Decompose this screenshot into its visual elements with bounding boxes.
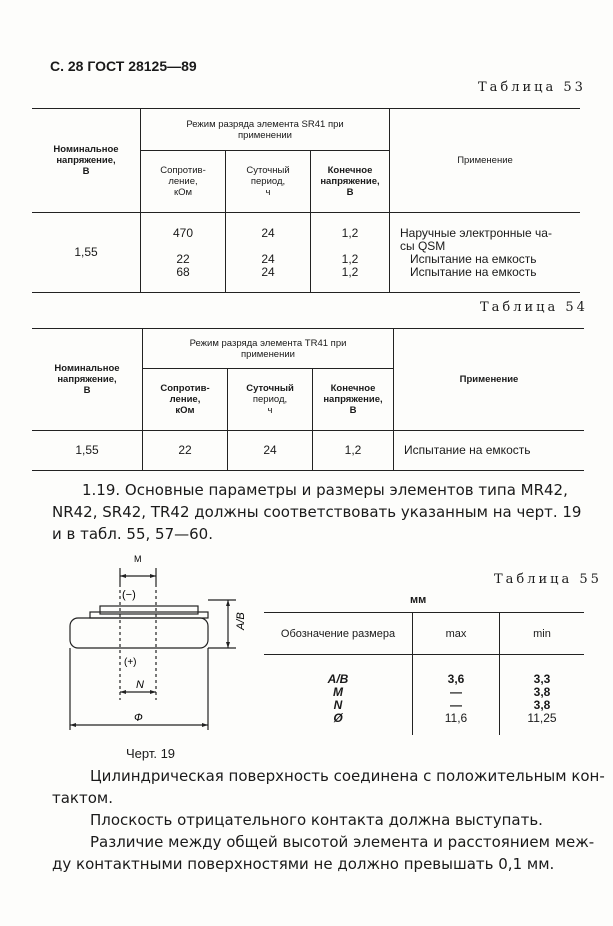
- paragraph-119-line3: и в табл. 55, 57—60.: [52, 525, 213, 543]
- table55-col-max: max: [413, 613, 500, 655]
- table55-col-name: Обозначение размера: [264, 613, 413, 655]
- table54-period-value: 24: [228, 431, 313, 471]
- table55-min-values: 3,3 3,8 3,8 11,25: [527, 671, 557, 725]
- table55-col-min: min: [533, 627, 551, 640]
- paragraph-119-line2: NR42, SR42, TR42 должны соответствовать указанным на черт. 19: [52, 503, 582, 521]
- table54-col-nominal: Номинальное напряжение, В: [32, 329, 143, 431]
- cell-body: [70, 618, 208, 648]
- label-height: A/B: [235, 612, 247, 630]
- table54-application-value: Испытание на емкость: [404, 443, 531, 457]
- table54: [32, 328, 584, 471]
- table54-caption: Таблица 54: [480, 300, 588, 315]
- note-line2: тактом.: [52, 789, 113, 807]
- drawing-caption: Черт. 19: [126, 746, 176, 761]
- table53-period-values: 24 24 24: [226, 213, 311, 293]
- table53-caption: Таблица 53: [478, 80, 586, 95]
- table54-col-final: Конечное напряжение, В: [313, 369, 394, 431]
- table55-symbols: A/B M N Ø: [264, 655, 413, 735]
- table53-col-application: Применение: [457, 155, 513, 166]
- note-line4: Различие между общей высотой элемента и расстоянием меж-: [90, 833, 595, 851]
- negative-contact: [100, 606, 198, 614]
- note-line3: Плоскость отрицательного контакта должна выступать.: [90, 811, 543, 829]
- table54-nominal-value: 1,55: [32, 431, 143, 471]
- table55: [264, 612, 584, 735]
- table53-col-nominal: Номинальное напряжение, В: [32, 109, 141, 213]
- table53-col-resistance: Сопротив- ление, кОм: [141, 151, 226, 213]
- table53-col-period: Суточный период, ч: [226, 151, 311, 213]
- label-plus: (+): [124, 657, 137, 668]
- label-n: N: [136, 679, 144, 691]
- label-m: M: [134, 554, 142, 564]
- paragraph-119-line1: 1.19. Основные параметры и размеры элементов типа MR42,: [82, 481, 568, 499]
- table53-mode-header: Режим разряда элемента SR41 при применении: [141, 109, 390, 151]
- table55-max-values: 3,6 — — 11,6: [413, 655, 500, 735]
- table53-resistance-values: 470 22 68: [141, 213, 226, 293]
- note-line1: Цилиндрическая поверхность соединена с положительным кон-: [90, 767, 605, 785]
- table54-resistance-value: 22: [143, 431, 228, 471]
- cell-drawing: [60, 550, 250, 740]
- table53: [32, 108, 580, 293]
- table54-final-value: 1,2: [313, 431, 394, 471]
- table54-col-application: Применение: [459, 374, 519, 385]
- table53-applications: Наручные электронные ча- сы QSM Испытание на емкость Испытание на емкость: [400, 225, 552, 279]
- label-diameter: Ф: [134, 712, 143, 724]
- table53-col-final: Конечное напряжение, В: [311, 151, 390, 213]
- table55-unit: мм: [410, 594, 427, 606]
- table54-mode-header: Режим разряда элемента TR41 при применении: [143, 329, 394, 369]
- label-minus: (−): [122, 589, 136, 601]
- table53-final-values: 1,2 1,2 1,2: [311, 213, 390, 293]
- table54-col-resistance: Сопротив- ление, кОм: [143, 369, 228, 431]
- table53-nominal-value: 1,55: [32, 213, 141, 293]
- table54-col-period: Суточный период, ч: [228, 369, 313, 431]
- page-header: С. 28 ГОСТ 28125—89: [50, 58, 197, 74]
- table55-caption: Таблица 55: [494, 572, 602, 587]
- note-line5: ду контактными поверхностями не должно превышать 0,1 мм.: [52, 855, 555, 873]
